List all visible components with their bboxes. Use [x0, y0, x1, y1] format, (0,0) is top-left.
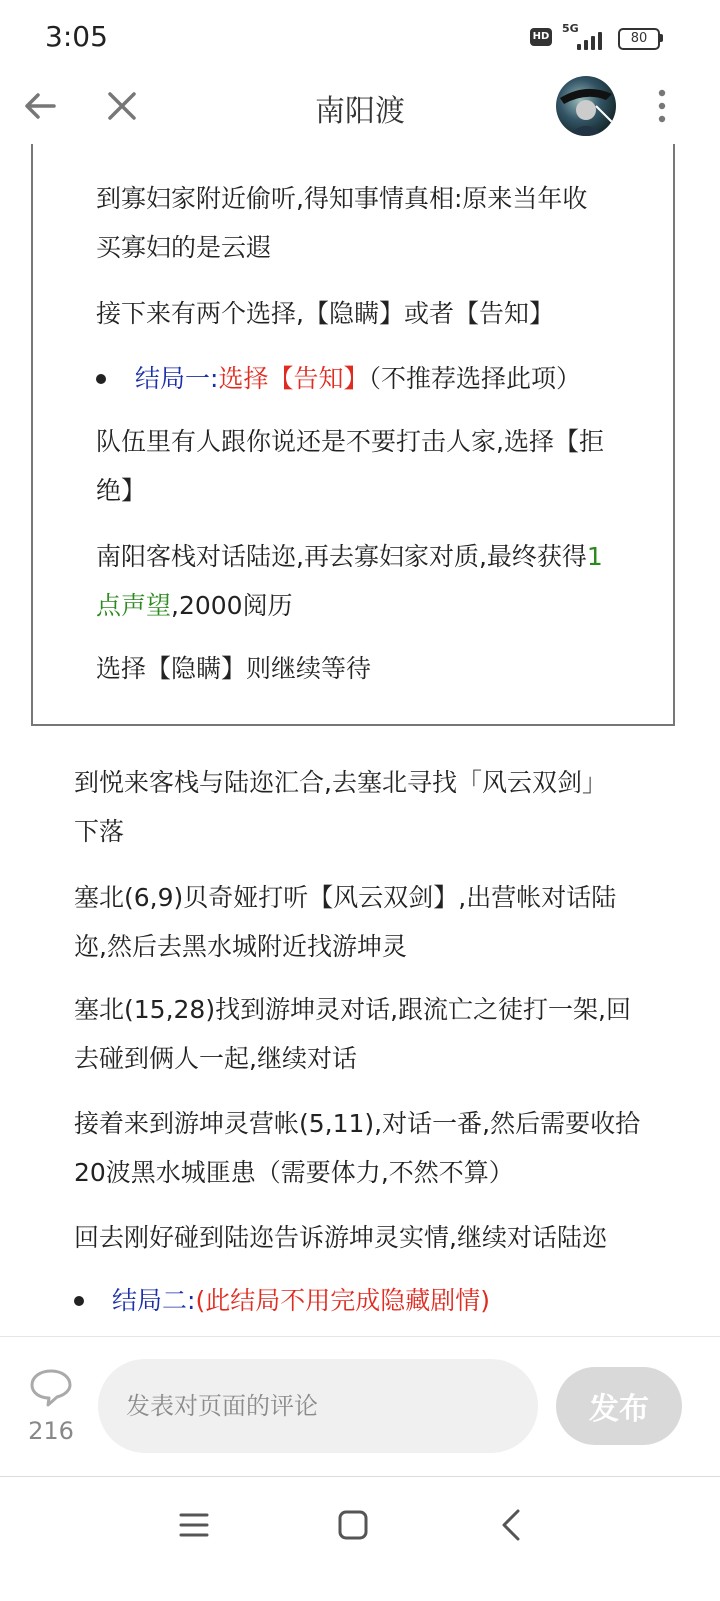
paragraph-8 [74, 985, 631, 1083]
paragraph-3-line-1: 队伍里有人跟你说还是不要打击人家,选择【拒 [96, 427, 604, 456]
paragraph-9-line-1: 接着来到游坤灵营帐(5,11),对话一番,然后需要收拾 [74, 1109, 641, 1138]
reputation-value: 1 [586, 542, 603, 571]
avatar[interactable] [556, 76, 616, 136]
comment-bubble-icon[interactable] [28, 1367, 74, 1407]
back-icon[interactable] [492, 1505, 532, 1545]
battery-icon [618, 28, 660, 50]
experience-text: ,2000阅历 [171, 591, 293, 620]
paragraph-7-line-1: 塞北(6,9)贝奇娅打听【风云双剑】,出营帐对话陆 [74, 883, 617, 912]
ending-one-item [135, 354, 581, 403]
paragraph-3 [96, 417, 604, 515]
article-content [0, 144, 720, 1336]
status-time: 3:05 [45, 20, 108, 53]
comment-bar [0, 1336, 720, 1477]
battery-tip [660, 34, 663, 42]
paragraph-7 [74, 873, 616, 971]
ending-two-label: 结局二: [112, 1286, 196, 1315]
ending-two-note: (此结局不用完成隐藏剧情) [195, 1286, 490, 1315]
paragraph-10: 回去刚好碰到陆迩告诉游坤灵实情,继续对话陆迩 [74, 1223, 607, 1252]
paragraph-6-line-1: 到悦来客栈与陆迩汇合,去塞北寻找「风云双剑」 [74, 768, 607, 797]
paragraph-4 [96, 532, 603, 630]
comment-input[interactable] [98, 1359, 538, 1453]
status-bar [0, 0, 720, 72]
paragraph-3-line-2: 绝】 [96, 476, 147, 505]
avatar-image [556, 76, 616, 136]
paragraph-7-line-2: 迩,然后去黑水城附近找游坤灵 [74, 932, 407, 961]
paragraph-9 [74, 1099, 640, 1197]
paragraph-8-line-2: 去碰到俩人一起,继续对话 [74, 1044, 357, 1073]
paragraph-1-line-1: 到寡妇家附近偷听,得知事情真相:原来当年收 [96, 184, 588, 213]
network-type: 5G [562, 22, 579, 35]
menu-icon[interactable] [174, 1505, 214, 1545]
signal-icon [575, 28, 607, 50]
paragraph-8-line-1: 塞北(15,28)找到游坤灵对话,跟流亡之徒打一架,回 [74, 995, 631, 1024]
publish-button[interactable]: 发布 [556, 1367, 682, 1445]
ending-one-note: （不推荐选择此项） [368, 364, 581, 393]
home-icon[interactable] [333, 1505, 373, 1545]
paragraph-1-line-2: 买寡妇的是云遐 [96, 233, 272, 262]
paragraph-6 [74, 758, 607, 856]
paragraph-2: 接下来有两个选择,【隐瞒】或者【告知】 [96, 299, 554, 328]
title-bar [0, 72, 720, 144]
battery-level: 80 [630, 31, 648, 46]
page-title: 南阳渡 [315, 94, 405, 129]
comment-count: 216 [28, 1417, 74, 1445]
bullet-dot [74, 1296, 84, 1306]
ending-one-label: 结局一: [135, 364, 219, 393]
hd-icon: HD [530, 28, 552, 46]
ending-two-item [112, 1276, 490, 1325]
paragraph-6-line-2: 下落 [74, 817, 125, 846]
ending-one-choice: 选择【告知】 [218, 364, 369, 393]
system-nav-bar [0, 1476, 720, 1601]
paragraph-5: 选择【隐瞒】则继续等待 [96, 654, 372, 683]
reputation-label: 点声望 [96, 591, 172, 620]
paragraph-4-text: 南阳客栈对话陆迩,再去寡妇家对质,最终获得 [96, 542, 587, 571]
paragraph-1 [96, 174, 587, 272]
bullet-dot [96, 374, 106, 384]
more-options-icon[interactable] [650, 86, 674, 126]
paragraph-9-line-2: 20波黑水城匪患（需要体力,不然不算） [74, 1158, 514, 1187]
